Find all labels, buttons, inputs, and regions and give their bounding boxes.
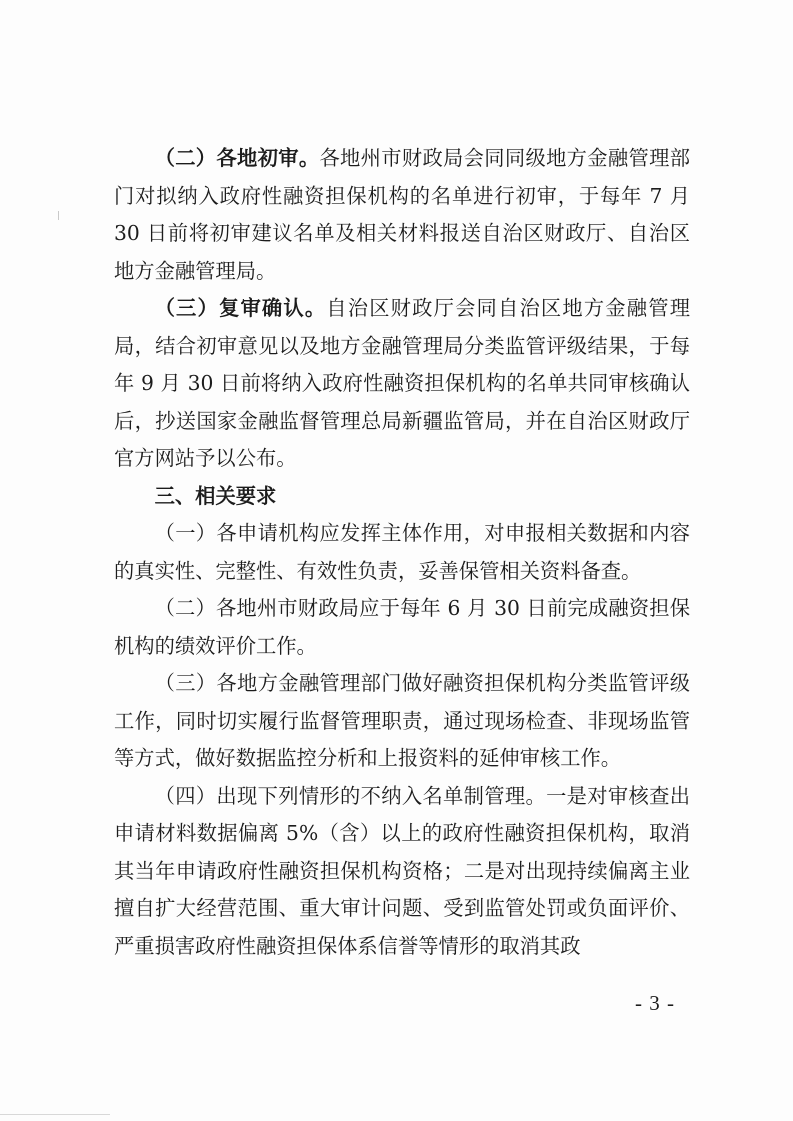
requirement-item: （三）各地方金融管理部门做好融资担保机构分类监管评级工作，同时切实履行监督管理职责，通过现场检查、非现场监管等方式，做好数据监控分析和上报资料的延伸审核工作。 bbox=[114, 671, 690, 770]
paragraph-lead: （三）复审确认。 bbox=[154, 296, 327, 320]
section-heading: 三、相关要求 bbox=[154, 483, 277, 508]
paragraph-preliminary-review bbox=[114, 140, 690, 290]
paragraph-final-review bbox=[114, 290, 690, 478]
requirement-item: （二）各地州市财政局应于每年 6 月 30 日前完成融资担保机构的绩效评价工作。 bbox=[114, 596, 690, 658]
requirement-item: （四）出现下列情形的不纳入名单制管理。一是对审核查出申请材料数据偏离 5%（含）以上的政府性融资担保机构，取消其当年申请政府性融资担保机构资格；二是对出现持续偏离主业擅自扩大经营范围、重大审计问题、受到监管处罚或负面评价、严重损害政府性融资担保体系信誉等情形的取消其政 bbox=[114, 783, 690, 958]
paragraph-text: 各地州市财政局会同同级地方金融管理部门对拟纳入政府性融资担保机构的名单进行初审，于每年 7 月 30 日前将初审建议名单及相关材料报送自治区财政厅、自治区地方金融管理局。 bbox=[114, 146, 690, 283]
scan-mark bbox=[58, 211, 59, 220]
document-body bbox=[114, 140, 690, 965]
paragraph-lead: （二）各地初审。 bbox=[154, 146, 320, 170]
paragraph-text: 自治区财政厅会同自治区地方金融管理局，结合初审意见以及地方金融管理局分类监管评级结果，于每年 9 月 30 日前将纳入政府性融资担保机构的名单共同审核确认后，抄送国家金融监督管理总局新疆监管局，并在自治区财政厅官方网站予以公布。 bbox=[114, 296, 690, 470]
requirement-item: （一）各申请机构应发挥主体作用，对申报相关数据和内容的真实性、完整性、有效性负责，妥善保管相关资料备查。 bbox=[114, 521, 690, 583]
scan-edge-line bbox=[0, 1114, 110, 1115]
page-number: - 3 - bbox=[635, 991, 675, 1015]
